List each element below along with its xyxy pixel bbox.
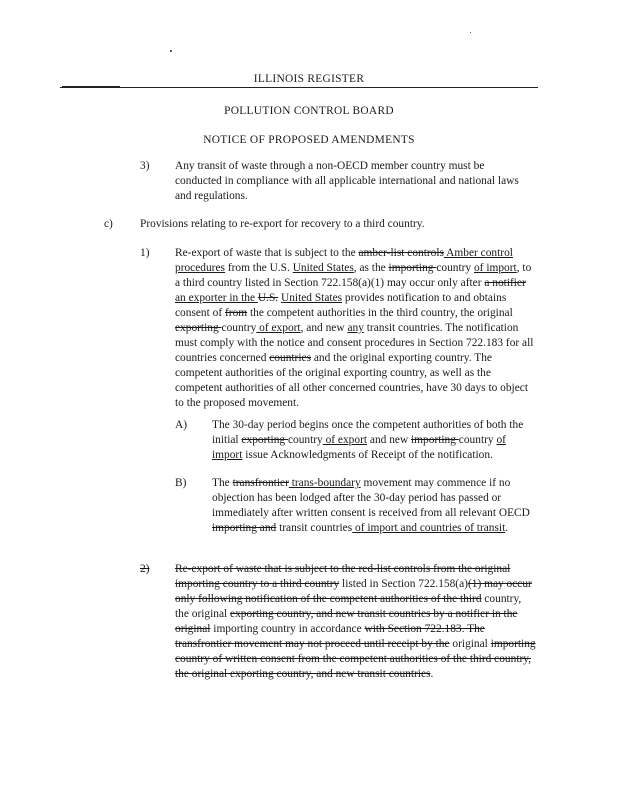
section-c-label: c) (104, 218, 113, 230)
c1b-text: The transfrontier trans-boundary movement may commence if no objection has been lodged after the 30-day period has passed or immediately after written consent is received from all relevant OECD importing and transit countries of import and countries of transit. (212, 477, 530, 534)
c1-label: 1) (140, 247, 150, 259)
item-3-text: Any transit of waste through a non-OECD member country must be conducted in compliance with all applicable international and national laws and regulations. (175, 160, 519, 202)
register-title: ILLINOIS REGISTER (253, 73, 365, 85)
board-name: POLLUTION CONTROL BOARD (224, 105, 394, 117)
item-3-label: 3) (140, 160, 150, 172)
scan-speck (470, 32, 471, 33)
scan-speck (170, 50, 172, 52)
header-rule (60, 87, 538, 88)
c1b-label: B) (175, 477, 187, 489)
section-c-title: Provisions relating to re-export for recovery to a third country. (140, 218, 425, 230)
c1-text: Re-export of waste that is subject to the amber-list controls Amber control procedures from the U.S. United States, as the importing country of import, to a third country listed in Section 722.158(a)(1) may occur only after a notifier an exporter in the U.S. United States provides notification to and obtains consent of from the competent authorities in the third country, the original exporting country of export, and new any transit countries. The notification must comply with the notice and consent procedures in Section 722.183 for all countries concerned countries and the original exporting country. The competent authorities of the original exporting country, as well as the competent authorities of all other concerned countries, have 30 days to object to the proposed movement. (175, 247, 534, 409)
c1a-label: A) (175, 419, 188, 431)
c2-text: Re-export of waste that is subject to the red-list controls from the original importing country to a third country listed in Section 722.158(a)(1) may occur only following notification of the competent authorities of the third country, the original exporting country, and new transit countries by a notifier in the original importing country in accordance with Section 722.183. The transfrontier movement may not proceed until receipt by the original importing country of written consent from the competent authorities of the third country, the original exporting country, and new transit countries. (175, 563, 536, 680)
c1a-text: The 30-day period begins once the competent authorities of both the initial exporting country of export and new importing country of import issue Acknowledgments of Receipt of the notification. (212, 419, 524, 461)
c2-label: 2) (140, 563, 150, 575)
notice-heading: NOTICE OF PROPOSED AMENDMENTS (203, 134, 415, 146)
